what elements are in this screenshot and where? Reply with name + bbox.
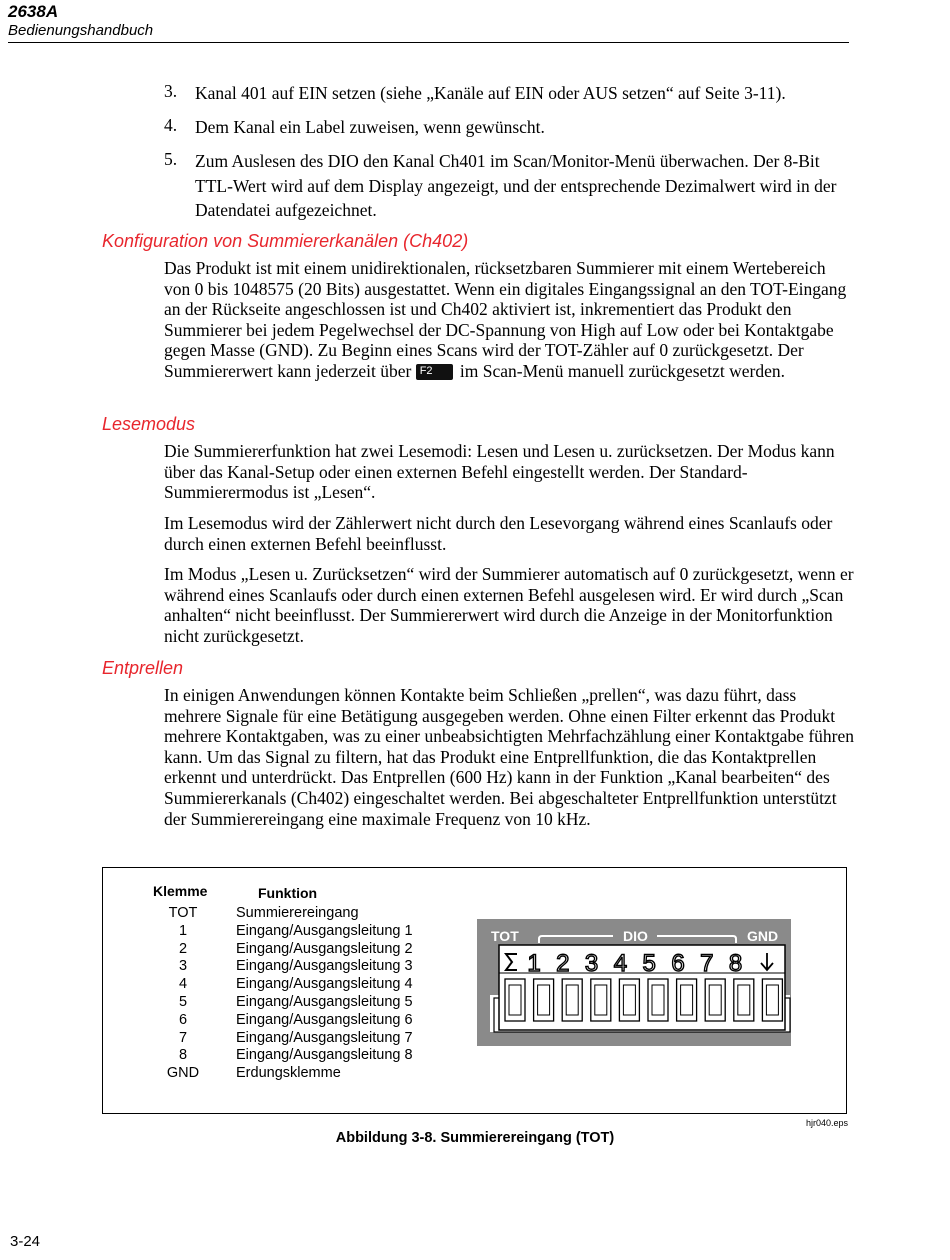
- paragraph-read-mode-2: Im Lesemodus wird der Zählerwert nicht durch den Lesevorgang während eines Scanlaufs oder durch einen externen Befehl beeinflusst.: [164, 513, 833, 554]
- terminal-function: Erdungsklemme: [236, 1065, 341, 1082]
- step-5: [164, 149, 854, 223]
- paragraph-text: im Scan-Menü manuell zurückgesetzt werden.: [459, 360, 786, 381]
- step-text: Kanal 401 auf EIN setzen (siehe „Kanäle auf EIN oder AUS setzen“ auf Seite 3-11).: [195, 83, 786, 103]
- pin-number: 3: [584, 950, 599, 977]
- paragraph-totalizer-intro: [164, 258, 854, 382]
- connector-label-tot: TOT: [491, 928, 519, 944]
- terminal-function: Eingang/Ausgangsleitung 8: [236, 1047, 413, 1064]
- terminal-function: Eingang/Ausgangsleitung 3: [236, 958, 413, 975]
- figure-caption: Abbildung 3-8. Summierereingang (TOT): [335, 1130, 615, 1146]
- terminal-name: TOT: [168, 905, 198, 921]
- figure-tot-input: [102, 867, 847, 1114]
- step-text: Zum Auslesen des DIO den Kanal Ch401 im Scan/Monitor-Menü überwachen. Der 8-Bit TTL-Wert wird auf dem Display angezeigt, und der entsprechende Dezimalwert wird in der Datendatei aufgezeichnet.: [195, 151, 837, 220]
- f2-softkey-icon: F2: [416, 364, 453, 380]
- terminal-name: 2: [178, 940, 188, 957]
- terminal-function: Eingang/Ausgangsleitung 5: [236, 994, 413, 1010]
- terminal-name: 3: [178, 958, 188, 975]
- terminal-name: 6: [178, 1011, 188, 1028]
- paragraph-read-mode-1: Die Summiererfunktion hat zwei Lesemodi: Lesen und Lesen u. zurücksetzen. Der Modus kann über das Kanal-Setup oder einen externen Befehl eingestellt werden. Der Standard-Summierermodus ist „Lesen“.: [164, 441, 835, 503]
- terminal-function: Eingang/Ausgangsleitung 7: [236, 1029, 413, 1046]
- terminal-name: GND: [166, 1065, 200, 1082]
- step-number: 3.: [164, 81, 178, 101]
- terminal-function: Eingang/Ausgangsleitung 2: [236, 940, 413, 957]
- step-3: [164, 81, 854, 107]
- terminal-name: 1: [178, 922, 188, 939]
- terminal-name: 5: [178, 994, 188, 1010]
- pin-number: 6: [671, 950, 685, 977]
- terminal-function: Eingang/Ausgangsleitung 6: [236, 1011, 413, 1028]
- terminal-name: 7: [178, 1029, 188, 1046]
- page-number: 3-24: [10, 1233, 41, 1250]
- manual-subtitle: Bedienungshandbuch: [8, 22, 154, 39]
- section-heading-debounce: Entprellen: [102, 658, 184, 678]
- terminal-name: 8: [178, 1047, 188, 1064]
- paragraph-read-mode-3: Im Modus „Lesen u. Zurücksetzen“ wird der Summierer automatisch auf 0 zurückgesetzt, wenn er während eines Scanlaufs oder durch einen externen Befehl ausgelesen wird. Er wird durch „Scan anhalten“ nicht beeinflusst. Der Summiererwert wird durch die Anzeige in der Monitorfunktion nicht zurückgesetzt.: [164, 564, 854, 646]
- figure-image-ref: hjr040.eps: [806, 1118, 849, 1128]
- manual-model-number: 2638A: [8, 2, 59, 21]
- connector-illustration: [477, 919, 791, 1046]
- paragraph-debounce: In einigen Anwendungen können Kontakte beim Schließen „prellen“, was dazu führt, dass mehrere Signale für eine Betätigung ausgegeben werden. Ohne einen Filter erkennt das Produkt mehrere Kontaktgaben, was zu einer unbeabsichtigten Mehrfachzählung einer Kontaktgabe führen kann. Um das Signal zu filtern, hat das Produkt eine Entprellfunktion, die das Kontaktprellen erkennt und unterdrückt. Das Entprellen (600 Hz) kann in der Funktion „Kanal bearbeiten“ des Summiererkanals (Ch402) eingeschaltet werden. Bei abgeschalteter Entprellfunktion unterstützt der Summierereingang eine maximale Frequenz von 10 kHz.: [164, 685, 854, 829]
- pin-number: 4: [613, 950, 628, 977]
- terminal-function: Eingang/Ausgangsleitung 1: [236, 922, 413, 939]
- connector-label-dio: DIO: [623, 928, 648, 944]
- connector-label-gnd: GND: [747, 928, 779, 944]
- pin-number: 2: [556, 950, 570, 977]
- pin-number: 7: [700, 950, 714, 977]
- terminal-function: Eingang/Ausgangsleitung 4: [236, 976, 413, 993]
- step-text: Dem Kanal ein Label zuweisen, wenn gewünscht.: [195, 117, 545, 137]
- column-header-function: Funktion: [258, 885, 318, 901]
- section-heading-totalizer: Konfiguration von Summiererkanälen (Ch402): [102, 231, 469, 251]
- pin-number: 8: [728, 950, 743, 977]
- pin-number: 1: [527, 950, 541, 977]
- step-number: 5.: [164, 149, 178, 169]
- paragraph-text: Das Produkt ist mit einem unidirektionalen, rücksetzbaren Summierer mit einem Wertebereich von 0 bis 1048575 (20 Bits) ausgestattet. Wenn ein digitales Eingangssignal an den TOT-Eingang an der Rückseite angeschlossen ist und Ch402 aktiviert ist, inkrementiert das Produkt den Summierer bei jedem Pegelwechsel der DC-Spannung von High auf Low oder bei Kontaktgabe gegen Masse (GND). Zu Beginn eines Scans wird der TOT-Zähler auf 0 zurückgesetzt. Der Summiererwert kann jederzeit über: [164, 258, 847, 381]
- terminal-name: 4: [178, 976, 188, 993]
- column-header-terminal: Klemme: [153, 883, 208, 899]
- section-heading-read-mode: Lesemodus: [102, 414, 196, 434]
- step-4: [164, 115, 854, 141]
- pin-number: 5: [642, 950, 656, 977]
- step-number: 4.: [164, 115, 178, 135]
- terminal-function: Summierereingang: [236, 905, 359, 921]
- header-rule: [8, 42, 849, 43]
